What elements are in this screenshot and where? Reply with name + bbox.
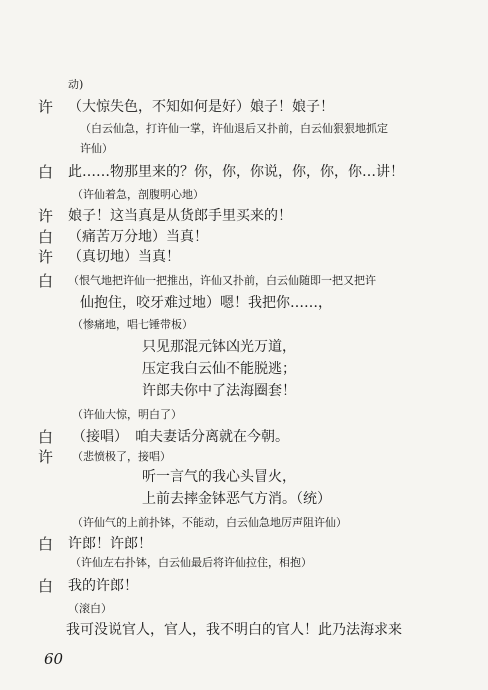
stage-direction: 许仙） — [80, 142, 113, 155]
speaker-label: 许 — [38, 248, 54, 266]
stage-direction: （悲愤极了，接唱） — [72, 450, 171, 463]
verse-line: 许郎夫你中了法海圈套！ — [142, 383, 296, 399]
speaker-label: 白 — [38, 272, 54, 290]
dialogue-line: 仙抱住，咬牙难过地）嗯！我把你……， — [80, 295, 332, 311]
speaker-label: 白 — [38, 535, 54, 553]
dialogue-line: （痛苦万分地）当真！ — [68, 229, 208, 245]
speaker-label: 许 — [38, 98, 54, 116]
verse-line: 听一言气的我心头冒火， — [142, 469, 296, 485]
dialogue-line: （接唱） 咱夫妻话分离就在今朝。 — [72, 429, 289, 445]
dialogue-line: 许郎！许郎！ — [68, 536, 152, 552]
stage-direction: （惨痛地，唱七锤带板） — [72, 318, 193, 331]
stage-direction: （滚白） — [68, 602, 112, 615]
stage-direction: （恨气地把许仙一把推出，许仙又扑前，白云仙随即一把又把许 — [68, 274, 376, 287]
stage-direction: （许仙着急，剖腹明心地） — [72, 188, 204, 201]
speaker-label: 许 — [38, 207, 54, 225]
dialogue-line: 娘子！这当真是从货郎手里买来的！ — [68, 208, 292, 224]
dialogue-line: （真切地）当真！ — [68, 249, 180, 265]
stage-direction: （白云仙急，打许仙一掌，许仙退后又扑前，白云仙狠狠地抓定 — [80, 122, 388, 135]
stage-direction: （许仙气的上前扑钵，不能动，白云仙急地厉声阻许仙） — [72, 516, 347, 529]
speaker-label: 许 — [38, 448, 54, 466]
stage-direction: （许仙左右扑钵，白云仙最后将许仙拉住，相抱） — [70, 556, 312, 569]
speaker-label: 白 — [38, 577, 54, 595]
dialogue-line: （大惊失色，不知如何是好）娘子！娘子！ — [68, 99, 334, 115]
stage-direction: （许仙大惊，明白了） — [72, 408, 182, 421]
dialogue-line: 此……物那里来的？你，你，你说，你，你，你…讲！ — [68, 164, 404, 180]
speaker-label: 白 — [38, 163, 54, 181]
speaker-label: 白 — [38, 428, 54, 446]
dialogue-line: 我可没说官人，官人，我不明白的官人！此乃法海求来 — [66, 622, 402, 638]
verse-line: 压定我白云仙不能脱逃； — [142, 361, 296, 377]
verse-line: 只见那混元钵凶光万道， — [142, 339, 296, 355]
stage-direction: 动) — [68, 78, 84, 91]
verse-line: 上前去摔金钵恶气方消。（统） — [142, 491, 331, 507]
page-number: 60 — [44, 650, 64, 668]
dialogue-line: 我的许郎！ — [68, 578, 138, 594]
speaker-label: 白 — [38, 228, 54, 246]
